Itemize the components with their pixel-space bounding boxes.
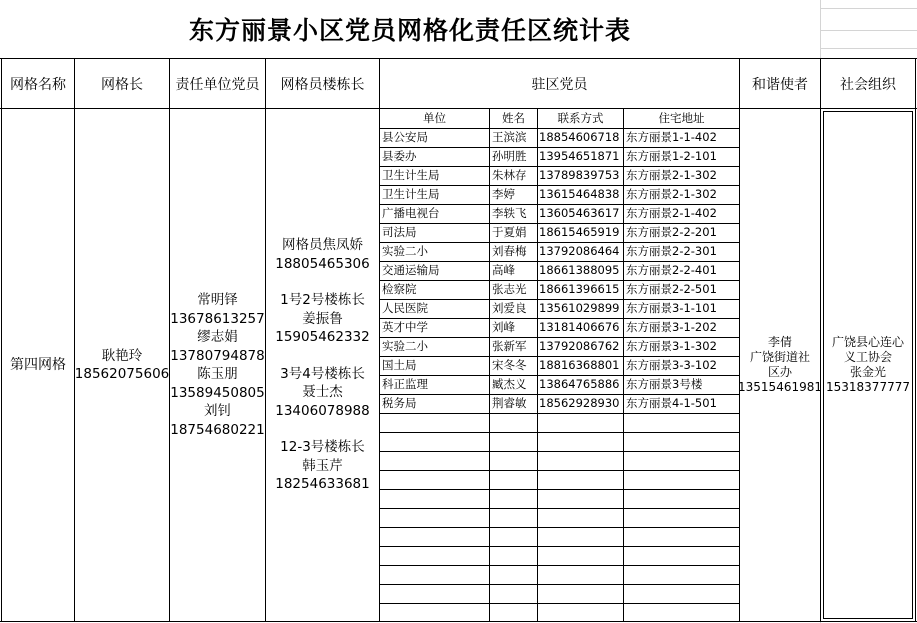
unit-member-name: 刘钊 <box>204 403 231 419</box>
resident-unit: 卫生计生局 <box>382 187 440 201</box>
table-border-bottom <box>0 621 917 622</box>
harmony-envoy-name: 李倩 <box>767 335 792 349</box>
resident-address: 东方丽景2-2-201 <box>626 225 717 239</box>
header-grid-name: 网格名称 <box>10 76 66 93</box>
subtable-row-divider <box>380 527 739 528</box>
resident-name: 于夏娟 <box>492 225 527 239</box>
harmony-envoy-org: 区办 <box>767 365 792 379</box>
building-leader-phone: 15905462332 <box>275 329 370 346</box>
unit-member-name: 陈玉朋 <box>197 366 238 382</box>
sheet-gridline <box>820 30 917 31</box>
resident-name: 李轶飞 <box>492 206 527 220</box>
unit-member-phone: 18754680221 <box>170 421 265 438</box>
resident-name: 荆睿敏 <box>492 396 527 410</box>
header-building-leaders: 网格员楼栋长 <box>280 76 365 93</box>
subtable-row-divider <box>380 432 739 433</box>
resident-unit: 广播电视台 <box>382 206 440 220</box>
resident-members-table <box>380 109 739 621</box>
harmony-envoy-org: 广饶街道社 <box>749 350 810 364</box>
resident-address: 东方丽景3-1-101 <box>626 301 717 315</box>
resident-name: 王滨滨 <box>492 130 527 144</box>
resident-name: 刘峰 <box>492 320 515 334</box>
page-title: 东方丽景小区党员网格化责任区统计表 <box>188 16 631 45</box>
building-leader-name: 姜振鲁 <box>302 310 343 327</box>
unit-member-phone: 13589450805 <box>170 384 265 401</box>
resident-unit: 英才中学 <box>382 320 428 334</box>
building-leader-phone: 13406078988 <box>275 402 370 419</box>
resident-phone: 13864765886 <box>539 377 620 391</box>
resident-address: 东方丽景3-1-202 <box>626 320 717 334</box>
unit-members-cell <box>170 109 265 621</box>
resident-address: 东方丽景3号楼 <box>626 377 703 391</box>
building-leader-role: 12-3号楼栋长 <box>280 439 365 456</box>
subtable-row-divider <box>380 489 739 490</box>
grid-leader-name: 耿艳玲 <box>101 347 143 364</box>
resident-unit: 卫生计生局 <box>382 168 440 182</box>
resident-phone: 18661388095 <box>539 263 620 277</box>
resident-phone: 13792086464 <box>539 244 620 258</box>
resident-address: 东方丽景2-2-401 <box>626 263 717 277</box>
unit-member-phone: 13678613257 <box>170 310 265 327</box>
resident-name: 张新军 <box>492 339 527 353</box>
resident-name: 李婷 <box>492 187 515 201</box>
subtable-row-divider <box>380 413 739 414</box>
resident-phone: 13181406676 <box>539 320 620 334</box>
resident-unit: 交通运输局 <box>382 263 440 277</box>
resident-unit: 税务局 <box>382 396 417 410</box>
resident-phone: 18854606718 <box>539 130 620 144</box>
building-leader-role: 1号2号楼栋长 <box>280 292 365 309</box>
resident-name: 孙明胜 <box>492 149 527 163</box>
header-unit-members: 责任单位党员 <box>175 76 260 93</box>
header-resident-members: 驻区党员 <box>531 76 588 93</box>
resident-unit: 县公安局 <box>382 130 428 144</box>
building-leader-role: 网格员焦凤娇 <box>282 237 363 254</box>
resident-phone: 18816368801 <box>539 358 620 372</box>
resident-phone: 18562928930 <box>539 396 620 410</box>
social-org-contact: 张金光 <box>849 365 886 379</box>
subtable-row-divider <box>380 470 739 471</box>
resident-name: 高峰 <box>492 263 515 277</box>
resident-phone: 13615464838 <box>539 187 620 201</box>
social-org-name: 义工协会 <box>843 350 892 364</box>
social-org-cell <box>824 112 912 618</box>
resident-phone: 13605463617 <box>539 206 620 220</box>
resident-name: 张志光 <box>492 282 527 296</box>
unit-member-phone: 13780794878 <box>170 347 265 364</box>
resident-unit: 县委办 <box>382 149 417 163</box>
resident-unit: 国土局 <box>382 358 417 372</box>
subtable-row-divider <box>380 565 739 566</box>
social-org-name: 广饶县心连心 <box>831 335 904 349</box>
subtable-row-divider <box>380 603 739 604</box>
subtable-header-contact: 联系方式 <box>557 111 604 125</box>
sheet-gridline <box>820 48 917 49</box>
col-divider <box>915 58 916 622</box>
resident-unit: 科正监理 <box>382 377 428 391</box>
subtable-header-name: 姓名 <box>502 111 525 125</box>
social-org-phone: 15318377777 <box>826 380 910 394</box>
subtable-row-divider <box>380 508 739 509</box>
resident-phone: 18615465919 <box>539 225 620 239</box>
resident-address: 东方丽景2-2-301 <box>626 244 717 258</box>
resident-address: 东方丽景3-3-102 <box>626 358 717 372</box>
grid-leader-phone: 18562075606 <box>74 366 170 382</box>
resident-unit: 检察院 <box>382 282 417 296</box>
resident-address: 东方丽景2-1-302 <box>626 168 717 182</box>
unit-member-name: 常明铎 <box>197 292 238 308</box>
resident-address: 东方丽景2-1-402 <box>626 206 717 220</box>
resident-phone: 13789839753 <box>539 168 620 182</box>
resident-unit: 人民医院 <box>382 301 428 315</box>
building-leader-phone: 18805465306 <box>275 255 370 272</box>
unit-member-name: 缪志娟 <box>197 329 238 345</box>
resident-address: 东方丽景1-1-402 <box>626 130 717 144</box>
building-leaders-cell <box>266 109 379 621</box>
header-social-org: 社会组织 <box>840 76 896 93</box>
resident-name: 刘春梅 <box>492 244 527 258</box>
sheet-gridline <box>820 8 917 9</box>
subtable-row-divider <box>380 546 739 547</box>
header-harmony-envoy: 和谐使者 <box>752 76 808 93</box>
resident-phone: 13561029899 <box>539 301 620 315</box>
resident-name: 宋冬冬 <box>492 358 527 372</box>
resident-address: 东方丽景4-1-501 <box>626 396 717 410</box>
resident-address: 东方丽景2-2-501 <box>626 282 717 296</box>
resident-unit: 实验二小 <box>382 244 428 258</box>
resident-address: 东方丽景1-2-101 <box>626 149 717 163</box>
building-leader-role: 3号4号楼栋长 <box>280 365 365 382</box>
resident-address: 东方丽景3-1-302 <box>626 339 717 353</box>
resident-phone: 13954651871 <box>539 149 620 163</box>
resident-phone: 13792086762 <box>539 339 620 353</box>
building-leader-name: 韩玉芹 <box>302 457 343 474</box>
grid-name-cell: 第四网格 <box>10 356 66 373</box>
resident-unit: 实验二小 <box>382 339 428 353</box>
resident-unit: 司法局 <box>382 225 417 239</box>
resident-phone: 18661396615 <box>539 282 620 296</box>
resident-name: 刘爱良 <box>492 301 527 315</box>
subtable-header-unit: 单位 <box>423 111 446 125</box>
grid-leader-cell <box>75 109 169 621</box>
resident-address: 东方丽景2-1-302 <box>626 187 717 201</box>
harmony-envoy-cell <box>740 109 820 621</box>
subtable-row-divider <box>380 451 739 452</box>
harmony-envoy-phone: 13515461981 <box>738 380 822 394</box>
resident-name: 臧杰义 <box>492 377 527 391</box>
building-leader-name: 聂士杰 <box>302 384 343 401</box>
subtable-header-address: 住宅地址 <box>658 111 705 125</box>
header-grid-leader: 网格长 <box>101 76 143 93</box>
building-leader-phone: 18254633681 <box>275 476 370 493</box>
resident-name: 朱林存 <box>492 168 527 182</box>
col-divider <box>820 58 821 622</box>
subtable-row-divider <box>380 584 739 585</box>
